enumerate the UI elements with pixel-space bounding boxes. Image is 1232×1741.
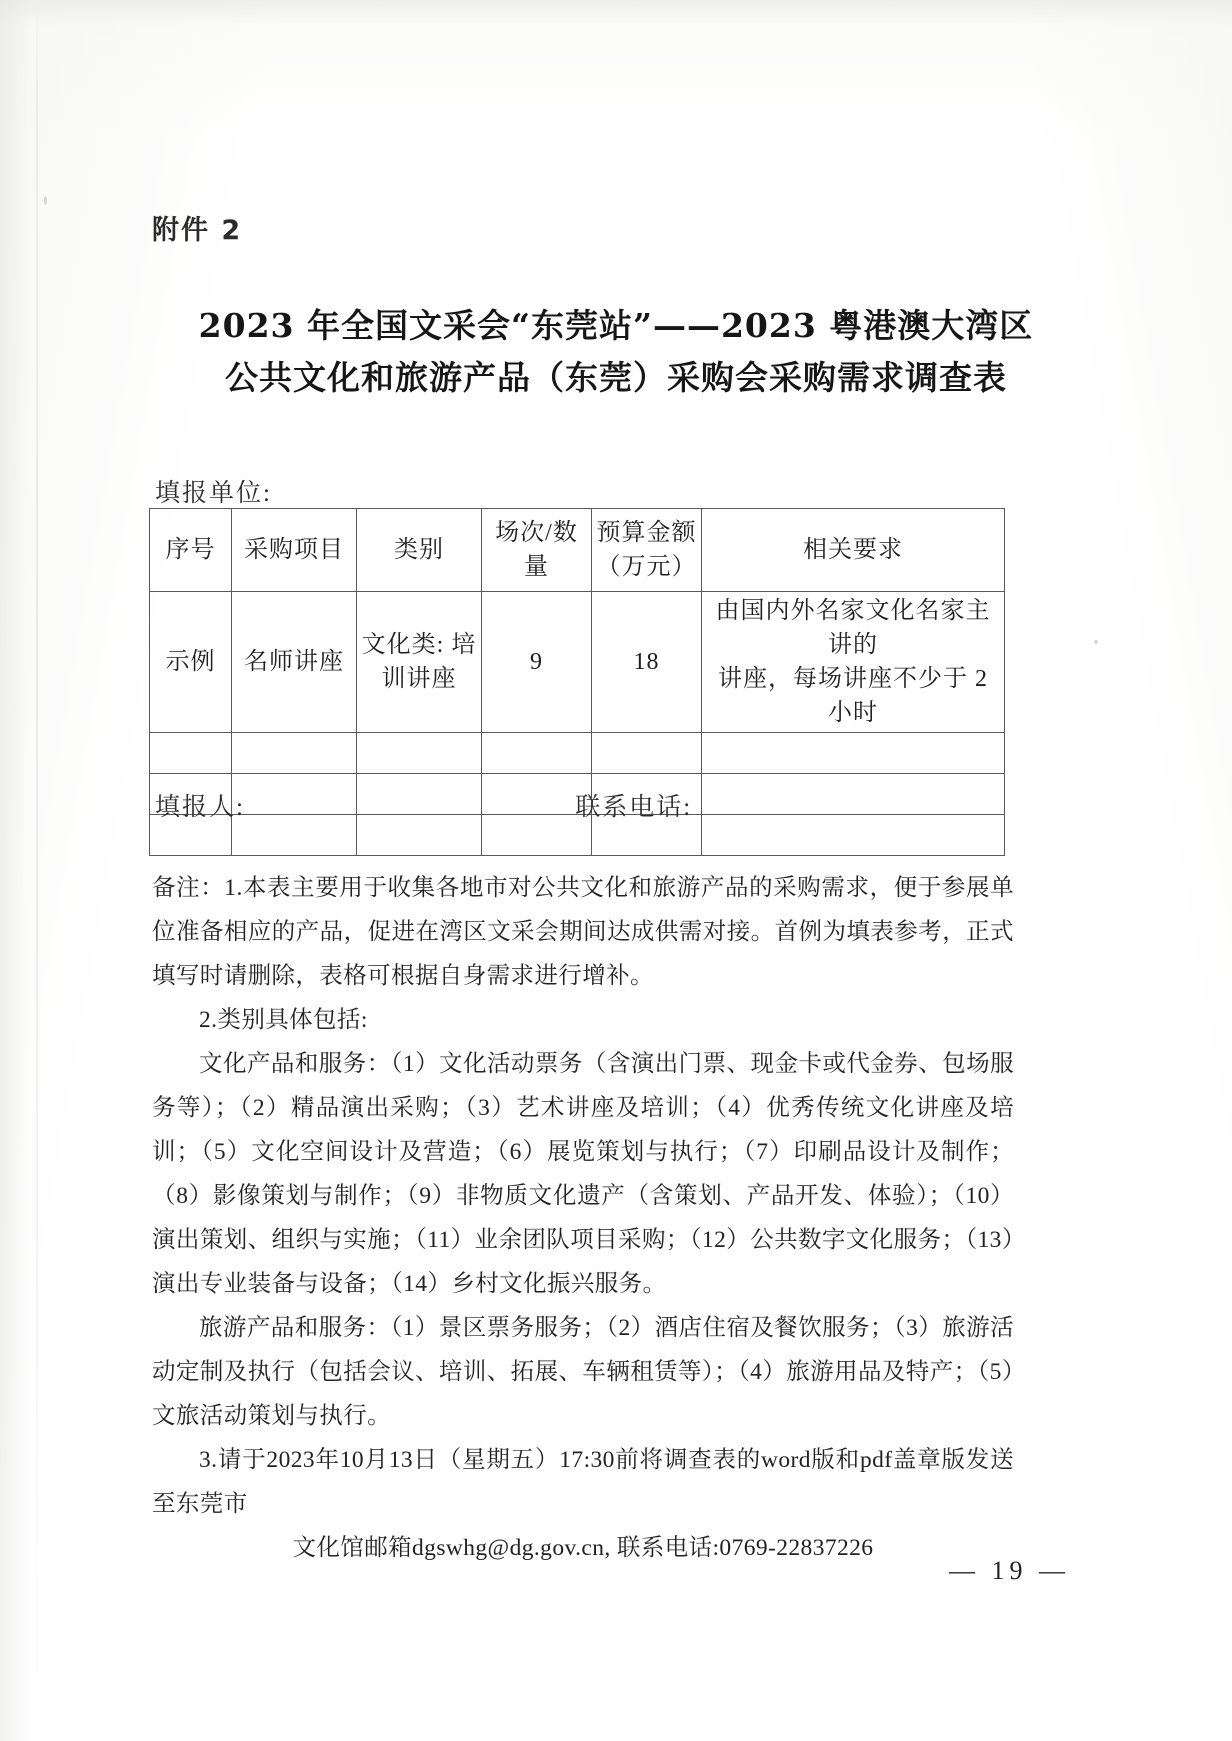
note-paragraph-2: 2.类别具体包括: <box>199 1007 368 1033</box>
table-row <box>150 733 1005 774</box>
note-paragraph-4: 旅游产品和服务：（1）景区票务服务；（2）酒店住宿及餐饮服务；（3）旅游活动定制及执行（包括会议、培训、拓展、车辆租赁等）；（4）旅游用品及特产；（5）文旅活动策划与执行。 <box>152 1315 1014 1429</box>
table-header-category: 类别 <box>357 509 482 592</box>
table-header-count-line-1: 场次/数 <box>495 520 578 546</box>
table-header-budget-line-2: （万元） <box>596 554 697 580</box>
cell-requirement-line-1: 由国内外名家文化名家主讲的 <box>715 598 991 658</box>
contact-phone-label: 联系电话: <box>575 794 693 821</box>
cell-item: 名师讲座 <box>232 592 357 733</box>
table-header-budget-line-1: 预算金额 <box>596 520 697 546</box>
reporter-label: 填报人: <box>155 794 245 821</box>
cell-requirement-line-2: 讲座，每场讲座不少于 2 小时 <box>718 666 988 726</box>
cell-category <box>357 592 482 733</box>
page-number: — 19 — <box>949 1556 1070 1585</box>
fill-unit-label: 填报单位: <box>155 480 272 507</box>
page-title-line-2: 公共文化和旅游产品（东莞）采购会采购需求调查表 <box>225 358 1007 397</box>
note-paragraph-3: 文化产品和服务：（1）文化活动票务（含演出门票、现金卡或代金券、包场服务等）；（2）精品演出采购；（3）艺术讲座及培训；（4）优秀传统文化讲座及培训；（5）文化空间设计及营造；（6）展览策划与执行；（7）印刷品设计及制作；（8）影像策划与制作；（9）非物质文化遗产（含策划、产品开发、体验）；（10）演出策划、组织与实施；（11）业余团队项目采购；（12）公共数字文化服务；（13）演出专业装备与设备；（14）乡村文化振兴服务。 <box>152 1051 1014 1297</box>
cell-item <box>232 733 357 774</box>
cell-seq: 示例 <box>150 592 232 733</box>
table-header-item: 采购项目 <box>232 509 357 592</box>
table-header-requirement: 相关要求 <box>702 509 1005 592</box>
table-header-seq: 序号 <box>150 509 232 592</box>
page-title <box>116 300 1116 404</box>
cell-category-line-2: 训讲座 <box>381 666 457 692</box>
note-paragraph-5: 3.请于2023年10月13日（星期五）17:30前将调查表的word版和pdf盖章版发送至东莞市 <box>152 1447 1014 1517</box>
table-header-count-line-2: 量 <box>524 554 549 580</box>
cell-requirement <box>702 592 1005 733</box>
note-paragraph-6: 文化馆邮箱dgswhg@dg.gov.cn, 联系电话:0769-22837226 <box>292 1535 874 1561</box>
notes-section <box>152 866 1014 1570</box>
cell-category-line-1: 文化类: 培 <box>361 632 477 658</box>
page-title-line-1: 2023 年全国文采会“东莞站”——2023 粤港澳大湾区 <box>198 306 1034 345</box>
table-row <box>150 592 1005 733</box>
cell-count <box>482 733 592 774</box>
cell-category <box>357 733 482 774</box>
cell-requirement <box>702 733 1005 774</box>
table-header-row <box>150 509 1005 592</box>
signature-row <box>155 787 935 823</box>
note-paragraph-1: 备注：1.本表主要用于收集各地市对公共文化和旅游产品的采购需求，便于参展单位准备相应的产品，促进在湾区文采会期间达成供需对接。首例为填表参考，正式填写时请删除，表格可根据自身需求进行增补。 <box>152 875 1014 989</box>
cell-budget <box>592 733 702 774</box>
cell-seq <box>150 733 232 774</box>
table-header-count <box>482 509 592 592</box>
table-header-budget <box>592 509 702 592</box>
cell-budget: 18 <box>592 592 702 733</box>
attachment-label: 附件 2 <box>152 215 243 246</box>
cell-count: 9 <box>482 592 592 733</box>
